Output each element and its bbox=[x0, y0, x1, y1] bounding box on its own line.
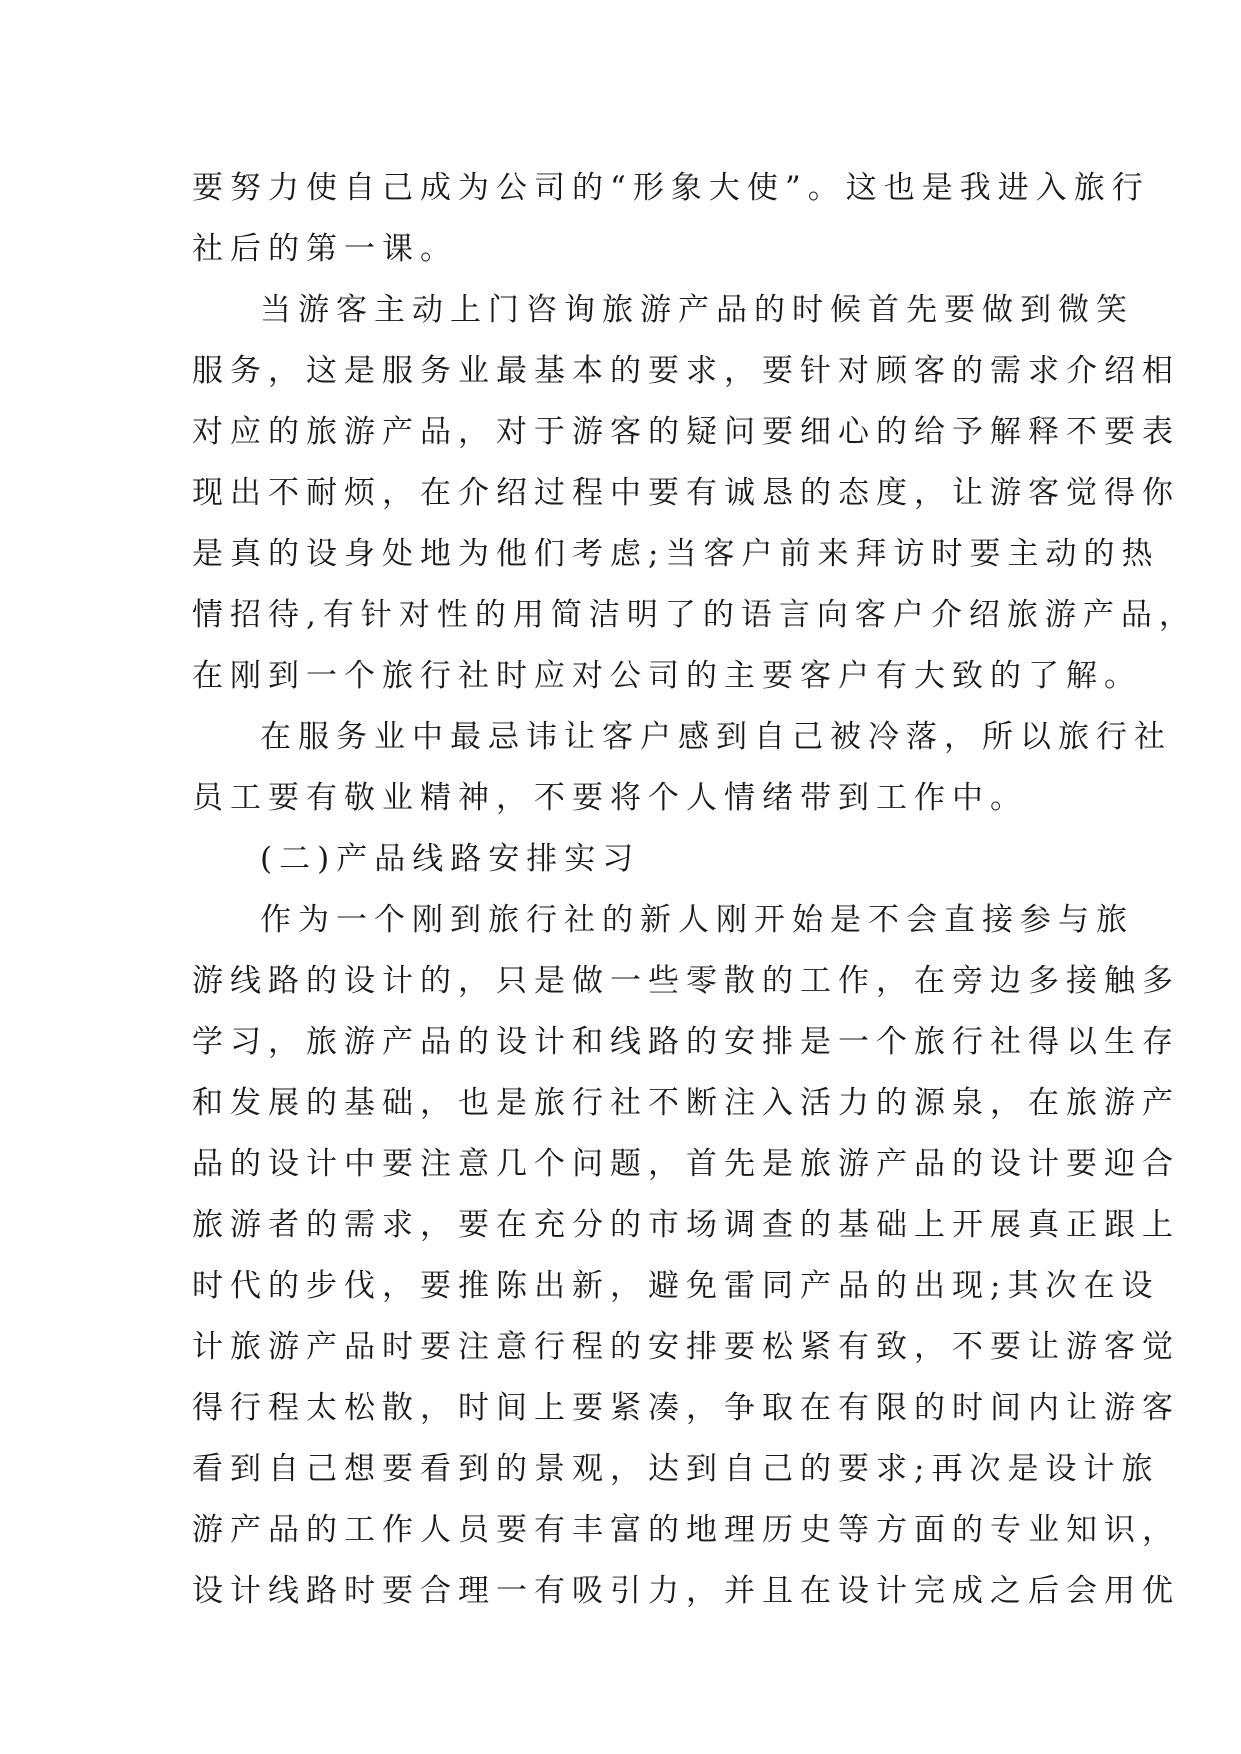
text-line: 情招待,有针对性的用简洁明了的语言向客户介绍旅游产品， bbox=[192, 597, 1197, 633]
text-line: 学习，旅游产品的设计和线路的安排是一个旅行社得以生存 bbox=[192, 1024, 1180, 1060]
paragraph-5 bbox=[192, 890, 1180, 1622]
paragraph-2 bbox=[192, 280, 1197, 707]
text-line: 品的设计中要注意几个问题，首先是旅游产品的设计要迎合 bbox=[192, 1146, 1180, 1182]
text-line: 现出不耐烦，在介绍过程中要有诚恳的态度，让游客觉得你 bbox=[192, 475, 1180, 511]
text-line: 游产品的工作人员要有丰富的地理历史等方面的专业知识， bbox=[192, 1512, 1180, 1548]
text-line: 员工要有敬业精神，不要将个人情绪带到工作中。 bbox=[192, 780, 1028, 816]
text-line: 游线路的设计的，只是做一些零散的工作，在旁边多接触多 bbox=[192, 963, 1180, 999]
text-line: 和发展的基础，也是旅行社不断注入活力的源泉，在旅游产 bbox=[192, 1085, 1180, 1121]
body-text bbox=[192, 158, 1197, 1622]
text-line: 设计线路时要合理一有吸引力，并且在设计完成之后会用优 bbox=[192, 1573, 1180, 1609]
paragraph-3 bbox=[192, 707, 1172, 829]
text-line: 看到自己想要看到的景观，达到自己的要求;再次是设计旅 bbox=[192, 1451, 1160, 1487]
text-line: 服务，这是服务业最基本的要求，要针对顾客的需求介绍相 bbox=[192, 353, 1180, 389]
text-line: 在服务业中最忌讳让客户感到自己被冷落，所以旅行社 bbox=[260, 719, 1172, 755]
section-heading bbox=[192, 829, 1052, 890]
text-line: 对应的旅游产品，对于游客的疑问要细心的给予解释不要表 bbox=[192, 414, 1180, 450]
text-line: 时代的步伐，要推陈出新，避免雷同产品的出现;其次在设 bbox=[192, 1268, 1160, 1304]
paragraph-1 bbox=[192, 158, 1150, 280]
text-line: 社后的第一课。 bbox=[192, 231, 458, 267]
text-line: (二)产品线路安排实习 bbox=[260, 841, 641, 877]
text-line: 旅游者的需求，要在充分的市场调查的基础上开展真正跟上 bbox=[192, 1207, 1180, 1243]
text-line: 计旅游产品时要注意行程的安排要松紧有致，不要让游客觉 bbox=[192, 1329, 1180, 1365]
text-line: 要努力使自己成为公司的“形象大使”。这也是我进入旅行 bbox=[192, 170, 1150, 206]
text-line: 作为一个刚到旅行社的新人刚开始是不会直接参与旅 bbox=[260, 902, 1134, 938]
text-line: 得行程太松散，时间上要紧凑，争取在有限的时间内让游客 bbox=[192, 1390, 1180, 1426]
text-line: 当游客主动上门咨询旅游产品的时候首先要做到微笑 bbox=[260, 292, 1134, 328]
text-line: 是真的设身处地为他们考虑;当客户前来拜访时要主动的热 bbox=[192, 536, 1160, 572]
text-line: 在刚到一个旅行社时应对公司的主要客户有大致的了解。 bbox=[192, 658, 1142, 694]
